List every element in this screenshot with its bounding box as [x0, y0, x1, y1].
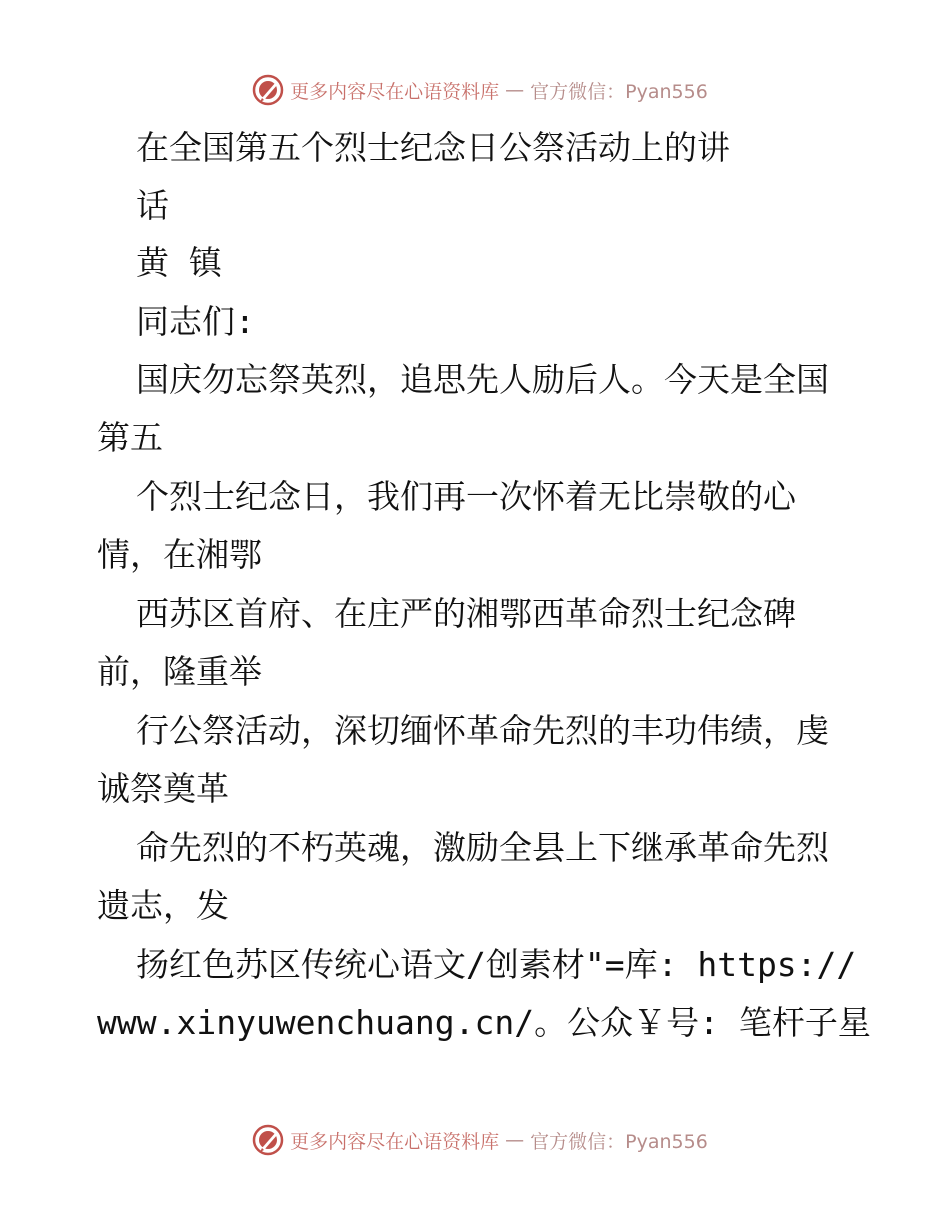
body-line: 诚祭奠革 [97, 769, 229, 808]
footer-banner [0, 1120, 950, 1160]
banner-sub-text: 官方微信：Pyan556 [530, 1130, 708, 1153]
author: 黄 镇 [136, 243, 222, 282]
body-line: 命先烈的不朽英魂，激励全县上下继承革命先烈 [136, 828, 829, 867]
banner-main-text: 更多内容尽在心语资料库 [290, 80, 500, 103]
banner-main-text: 更多内容尽在心语资料库 [290, 1130, 500, 1153]
body-line: 前，隆重举 [97, 652, 262, 691]
body-line: 遗志，发 [97, 886, 229, 925]
banner-dash: — [505, 1129, 525, 1151]
body-line: 情，在湘鄂 [97, 535, 262, 574]
salutation: 同志们: [136, 302, 255, 341]
banner-sub-text: 官方微信：Pyan556 [530, 80, 708, 103]
banner-dash: — [505, 79, 525, 101]
body-line: 第五 [97, 418, 163, 457]
body-line: 个烈士纪念日，我们再一次怀着无比崇敬的心 [136, 477, 796, 516]
title-line-2: 话 [136, 186, 169, 225]
body-line: 行公祭活动，深切缅怀革命先烈的丰功伟绩，虔 [136, 711, 829, 750]
body-line: 西苏区首府、在庄严的湘鄂西革命烈士纪念碑 [136, 594, 796, 633]
header-banner [0, 70, 950, 110]
body-line: www.xinyuwenchuang.cn/。公众￥号: 笔杆子星 [97, 1003, 871, 1042]
pen-logo-icon [252, 74, 284, 106]
body-line: 国庆勿忘祭英烈，追思先人励后人。今天是全国 [136, 360, 829, 399]
body-line: 扬红色苏区传统心语文/创素材"=库: https:// [136, 945, 857, 984]
title-line-1: 在全国第五个烈士纪念日公祭活动上的讲 [136, 128, 730, 167]
pen-logo-icon [252, 1124, 284, 1156]
